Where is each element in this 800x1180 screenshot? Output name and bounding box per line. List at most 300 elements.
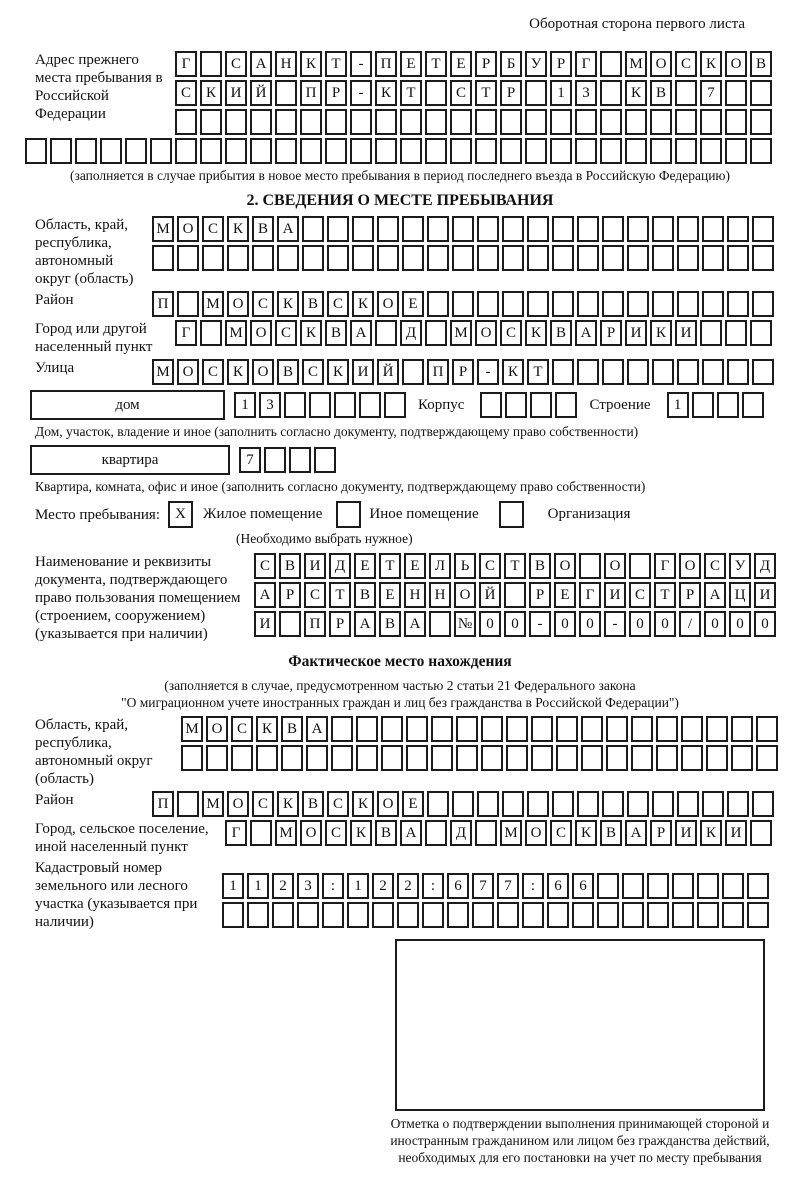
char-cell[interactable]: О xyxy=(604,553,626,579)
char-cell[interactable] xyxy=(750,80,772,106)
char-cell[interactable]: Т xyxy=(475,80,497,106)
char-cell[interactable] xyxy=(250,138,272,164)
char-cell[interactable] xyxy=(629,553,651,579)
char-cell[interactable]: О xyxy=(554,553,576,579)
char-cell[interactable] xyxy=(692,392,714,418)
char-cell[interactable]: А xyxy=(404,611,426,637)
char-cell[interactable]: В xyxy=(529,553,551,579)
char-cell[interactable] xyxy=(480,392,502,418)
char-cell[interactable]: № xyxy=(454,611,476,637)
char-cell[interactable]: О xyxy=(650,51,672,77)
char-cell[interactable] xyxy=(675,80,697,106)
char-cell[interactable]: А xyxy=(277,216,299,242)
char-cell[interactable]: С xyxy=(202,216,224,242)
char-cell[interactable]: Р xyxy=(475,51,497,77)
char-cell[interactable]: К xyxy=(227,359,249,385)
char-cell[interactable] xyxy=(400,109,422,135)
char-cell[interactable]: 6 xyxy=(547,873,569,899)
char-cell[interactable]: Р xyxy=(650,820,672,846)
char-cell[interactable]: К xyxy=(375,80,397,106)
char-cell[interactable]: / xyxy=(679,611,701,637)
char-cell[interactable]: Г xyxy=(579,582,601,608)
char-cell[interactable]: О xyxy=(525,820,547,846)
char-cell[interactable]: К xyxy=(350,820,372,846)
char-cell[interactable] xyxy=(700,320,722,346)
char-cell[interactable]: О xyxy=(252,359,274,385)
char-cell[interactable] xyxy=(650,138,672,164)
char-cell[interactable]: К xyxy=(300,51,322,77)
char-cell[interactable] xyxy=(475,820,497,846)
char-cell[interactable] xyxy=(531,716,553,742)
char-cell[interactable]: 0 xyxy=(554,611,576,637)
char-cell[interactable] xyxy=(400,138,422,164)
char-cell[interactable] xyxy=(425,820,447,846)
char-cell[interactable]: В xyxy=(325,320,347,346)
char-cell[interactable] xyxy=(625,109,647,135)
char-cell[interactable] xyxy=(306,745,328,771)
char-cell[interactable]: - xyxy=(350,80,372,106)
char-cell[interactable]: С xyxy=(252,791,274,817)
char-cell[interactable]: В xyxy=(600,820,622,846)
char-cell[interactable] xyxy=(475,138,497,164)
char-cell[interactable]: К xyxy=(625,80,647,106)
char-cell[interactable]: К xyxy=(227,216,249,242)
char-cell[interactable]: 1 xyxy=(667,392,689,418)
char-cell[interactable]: Й xyxy=(479,582,501,608)
char-cell[interactable]: 1 xyxy=(347,873,369,899)
char-cell[interactable] xyxy=(627,359,649,385)
char-cell[interactable] xyxy=(677,216,699,242)
char-cell[interactable]: - xyxy=(529,611,551,637)
char-cell[interactable]: Т xyxy=(379,553,401,579)
char-cell[interactable] xyxy=(377,245,399,271)
char-cell[interactable] xyxy=(402,216,424,242)
char-cell[interactable] xyxy=(700,138,722,164)
char-cell[interactable]: В xyxy=(302,791,324,817)
char-cell[interactable] xyxy=(525,109,547,135)
char-cell[interactable]: П xyxy=(427,359,449,385)
char-cell[interactable]: Р xyxy=(679,582,701,608)
char-cell[interactable]: 0 xyxy=(754,611,776,637)
char-cell[interactable]: 2 xyxy=(272,873,294,899)
char-cell[interactable] xyxy=(606,745,628,771)
char-cell[interactable] xyxy=(375,109,397,135)
char-cell[interactable] xyxy=(300,138,322,164)
char-cell[interactable]: 6 xyxy=(447,873,469,899)
char-cell[interactable] xyxy=(600,80,622,106)
char-cell[interactable]: : xyxy=(522,873,544,899)
char-cell[interactable]: В xyxy=(650,80,672,106)
char-cell[interactable] xyxy=(577,359,599,385)
char-cell[interactable] xyxy=(381,745,403,771)
char-cell[interactable] xyxy=(252,245,274,271)
char-cell[interactable] xyxy=(550,109,572,135)
char-cell[interactable]: Л xyxy=(429,553,451,579)
char-cell[interactable]: О xyxy=(177,216,199,242)
char-cell[interactable] xyxy=(530,392,552,418)
char-cell[interactable]: 0 xyxy=(629,611,651,637)
char-cell[interactable]: С xyxy=(629,582,651,608)
char-cell[interactable] xyxy=(725,138,747,164)
char-cell[interactable]: С xyxy=(325,820,347,846)
char-cell[interactable]: О xyxy=(227,291,249,317)
char-cell[interactable]: И xyxy=(604,582,626,608)
char-cell[interactable] xyxy=(581,716,603,742)
char-cell[interactable] xyxy=(506,716,528,742)
char-cell[interactable] xyxy=(702,291,724,317)
char-cell[interactable] xyxy=(727,245,749,271)
char-cell[interactable]: П xyxy=(152,791,174,817)
char-cell[interactable] xyxy=(256,745,278,771)
char-cell[interactable] xyxy=(325,109,347,135)
char-cell[interactable]: Г xyxy=(225,820,247,846)
char-cell[interactable] xyxy=(300,109,322,135)
char-cell[interactable]: Е xyxy=(450,51,472,77)
char-cell[interactable] xyxy=(277,245,299,271)
char-cell[interactable]: В xyxy=(375,820,397,846)
char-cell[interactable] xyxy=(525,80,547,106)
char-cell[interactable]: В xyxy=(279,553,301,579)
char-cell[interactable]: О xyxy=(725,51,747,77)
char-cell[interactable]: У xyxy=(525,51,547,77)
char-cell[interactable] xyxy=(377,216,399,242)
char-cell[interactable]: И xyxy=(754,582,776,608)
char-cell[interactable] xyxy=(675,138,697,164)
char-cell[interactable] xyxy=(500,138,522,164)
char-cell[interactable]: С xyxy=(304,582,326,608)
char-cell[interactable]: Р xyxy=(279,582,301,608)
char-cell[interactable] xyxy=(731,716,753,742)
char-cell[interactable] xyxy=(425,320,447,346)
char-cell[interactable]: М xyxy=(225,320,247,346)
char-cell[interactable]: С xyxy=(275,320,297,346)
char-cell[interactable]: К xyxy=(575,820,597,846)
char-cell[interactable] xyxy=(50,138,72,164)
char-cell[interactable]: 7 xyxy=(497,873,519,899)
char-cell[interactable] xyxy=(747,873,769,899)
char-cell[interactable] xyxy=(752,791,774,817)
char-cell[interactable]: Д xyxy=(329,553,351,579)
char-cell[interactable] xyxy=(372,902,394,928)
char-cell[interactable] xyxy=(502,791,524,817)
char-cell[interactable] xyxy=(200,320,222,346)
char-cell[interactable]: Е xyxy=(554,582,576,608)
char-cell[interactable] xyxy=(750,320,772,346)
char-cell[interactable]: М xyxy=(152,216,174,242)
char-cell[interactable]: Г xyxy=(654,553,676,579)
char-cell[interactable]: А xyxy=(306,716,328,742)
char-cell[interactable] xyxy=(350,138,372,164)
char-cell[interactable] xyxy=(550,138,572,164)
char-cell[interactable]: М xyxy=(152,359,174,385)
char-cell[interactable] xyxy=(717,392,739,418)
char-cell[interactable]: И xyxy=(254,611,276,637)
char-cell[interactable] xyxy=(750,820,772,846)
char-cell[interactable] xyxy=(450,138,472,164)
char-cell[interactable] xyxy=(452,216,474,242)
char-cell[interactable] xyxy=(602,291,624,317)
char-cell[interactable]: А xyxy=(350,320,372,346)
char-cell[interactable] xyxy=(356,716,378,742)
char-cell[interactable]: К xyxy=(300,320,322,346)
char-cell[interactable]: В xyxy=(354,582,376,608)
char-cell[interactable]: С xyxy=(500,320,522,346)
char-cell[interactable]: К xyxy=(502,359,524,385)
char-cell[interactable]: С xyxy=(550,820,572,846)
char-cell[interactable]: О xyxy=(227,791,249,817)
char-cell[interactable] xyxy=(577,216,599,242)
char-cell[interactable] xyxy=(752,291,774,317)
char-cell[interactable]: 0 xyxy=(654,611,676,637)
char-cell[interactable]: И xyxy=(225,80,247,106)
char-cell[interactable] xyxy=(575,109,597,135)
char-cell[interactable]: Т xyxy=(504,553,526,579)
char-cell[interactable]: Р xyxy=(600,320,622,346)
char-cell[interactable] xyxy=(706,716,728,742)
char-cell[interactable] xyxy=(652,291,674,317)
char-cell[interactable] xyxy=(600,109,622,135)
char-cell[interactable]: А xyxy=(704,582,726,608)
char-cell[interactable]: Е xyxy=(400,51,422,77)
char-cell[interactable] xyxy=(402,359,424,385)
char-cell[interactable] xyxy=(700,109,722,135)
char-cell[interactable] xyxy=(555,392,577,418)
char-cell[interactable]: О xyxy=(250,320,272,346)
char-cell[interactable] xyxy=(327,245,349,271)
char-cell[interactable] xyxy=(302,216,324,242)
char-cell[interactable]: Р xyxy=(452,359,474,385)
char-cell[interactable]: А xyxy=(250,51,272,77)
char-cell[interactable]: В xyxy=(550,320,572,346)
checkbox-organization[interactable] xyxy=(499,501,524,528)
char-cell[interactable]: Н xyxy=(429,582,451,608)
char-cell[interactable] xyxy=(222,902,244,928)
char-cell[interactable] xyxy=(200,51,222,77)
char-cell[interactable]: П xyxy=(300,80,322,106)
char-cell[interactable] xyxy=(627,791,649,817)
char-cell[interactable] xyxy=(375,138,397,164)
char-cell[interactable] xyxy=(752,245,774,271)
char-cell[interactable]: Й xyxy=(250,80,272,106)
char-cell[interactable]: 7 xyxy=(472,873,494,899)
char-cell[interactable] xyxy=(552,291,574,317)
checkbox-residential[interactable]: X xyxy=(168,501,193,528)
char-cell[interactable] xyxy=(429,611,451,637)
char-cell[interactable]: Е xyxy=(354,553,376,579)
char-cell[interactable] xyxy=(206,745,228,771)
char-cell[interactable]: 3 xyxy=(259,392,281,418)
char-cell[interactable]: 7 xyxy=(700,80,722,106)
char-cell[interactable]: 1 xyxy=(550,80,572,106)
char-cell[interactable] xyxy=(681,716,703,742)
char-cell[interactable] xyxy=(631,745,653,771)
char-cell[interactable] xyxy=(456,745,478,771)
char-cell[interactable]: 2 xyxy=(397,873,419,899)
char-cell[interactable] xyxy=(152,245,174,271)
char-cell[interactable]: К xyxy=(256,716,278,742)
char-cell[interactable]: 7 xyxy=(239,447,261,473)
char-cell[interactable] xyxy=(602,245,624,271)
char-cell[interactable]: Т xyxy=(527,359,549,385)
char-cell[interactable]: 0 xyxy=(479,611,501,637)
char-cell[interactable]: С xyxy=(450,80,472,106)
char-cell[interactable]: Г xyxy=(575,51,597,77)
char-cell[interactable] xyxy=(631,716,653,742)
char-cell[interactable] xyxy=(552,359,574,385)
char-cell[interactable] xyxy=(527,216,549,242)
char-cell[interactable]: С xyxy=(175,80,197,106)
char-cell[interactable]: О xyxy=(679,553,701,579)
char-cell[interactable] xyxy=(477,245,499,271)
char-cell[interactable] xyxy=(697,902,719,928)
char-cell[interactable]: С xyxy=(327,291,349,317)
char-cell[interactable] xyxy=(506,745,528,771)
char-cell[interactable]: К xyxy=(352,791,374,817)
char-cell[interactable]: О xyxy=(377,791,399,817)
char-cell[interactable]: О xyxy=(206,716,228,742)
char-cell[interactable]: С xyxy=(327,791,349,817)
char-cell[interactable] xyxy=(525,138,547,164)
char-cell[interactable] xyxy=(275,80,297,106)
char-cell[interactable]: С xyxy=(704,553,726,579)
char-cell[interactable] xyxy=(450,109,472,135)
char-cell[interactable] xyxy=(272,902,294,928)
char-cell[interactable] xyxy=(622,902,644,928)
char-cell[interactable] xyxy=(597,902,619,928)
char-cell[interactable] xyxy=(200,138,222,164)
char-cell[interactable]: Н xyxy=(404,582,426,608)
char-cell[interactable] xyxy=(327,216,349,242)
char-cell[interactable] xyxy=(677,245,699,271)
char-cell[interactable] xyxy=(475,109,497,135)
char-cell[interactable] xyxy=(322,902,344,928)
char-cell[interactable] xyxy=(427,791,449,817)
char-cell[interactable] xyxy=(627,216,649,242)
char-cell[interactable] xyxy=(722,902,744,928)
char-cell[interactable]: Т xyxy=(329,582,351,608)
char-cell[interactable]: А xyxy=(575,320,597,346)
char-cell[interactable]: К xyxy=(200,80,222,106)
char-cell[interactable] xyxy=(556,716,578,742)
char-cell[interactable]: И xyxy=(725,820,747,846)
char-cell[interactable] xyxy=(331,716,353,742)
char-cell[interactable]: М xyxy=(202,791,224,817)
char-cell[interactable] xyxy=(572,902,594,928)
char-cell[interactable] xyxy=(177,245,199,271)
char-cell[interactable]: 0 xyxy=(504,611,526,637)
char-cell[interactable] xyxy=(727,791,749,817)
char-cell[interactable] xyxy=(731,745,753,771)
char-cell[interactable] xyxy=(552,216,574,242)
char-cell[interactable] xyxy=(652,245,674,271)
char-cell[interactable]: 6 xyxy=(572,873,594,899)
char-cell[interactable] xyxy=(727,291,749,317)
char-cell[interactable] xyxy=(477,791,499,817)
char-cell[interactable] xyxy=(181,745,203,771)
char-cell[interactable] xyxy=(275,109,297,135)
char-cell[interactable]: К xyxy=(352,291,374,317)
char-cell[interactable] xyxy=(552,791,574,817)
char-cell[interactable] xyxy=(672,873,694,899)
char-cell[interactable] xyxy=(600,51,622,77)
char-cell[interactable]: - xyxy=(477,359,499,385)
char-cell[interactable]: О xyxy=(454,582,476,608)
char-cell[interactable] xyxy=(627,291,649,317)
char-cell[interactable]: М xyxy=(450,320,472,346)
char-cell[interactable]: Т xyxy=(325,51,347,77)
char-cell[interactable]: Т xyxy=(425,51,447,77)
char-cell[interactable] xyxy=(725,320,747,346)
char-cell[interactable]: Р xyxy=(500,80,522,106)
char-cell[interactable]: В xyxy=(277,359,299,385)
char-cell[interactable] xyxy=(575,138,597,164)
char-cell[interactable]: Н xyxy=(275,51,297,77)
char-cell[interactable] xyxy=(397,902,419,928)
char-cell[interactable] xyxy=(381,716,403,742)
char-cell[interactable] xyxy=(427,216,449,242)
char-cell[interactable] xyxy=(652,216,674,242)
char-cell[interactable]: И xyxy=(625,320,647,346)
char-cell[interactable]: В xyxy=(252,216,274,242)
char-cell[interactable]: Е xyxy=(404,553,426,579)
char-cell[interactable] xyxy=(425,109,447,135)
char-cell[interactable] xyxy=(175,109,197,135)
char-cell[interactable] xyxy=(302,245,324,271)
char-cell[interactable] xyxy=(347,902,369,928)
char-cell[interactable]: К xyxy=(650,320,672,346)
char-cell[interactable] xyxy=(606,716,628,742)
char-cell[interactable]: М xyxy=(500,820,522,846)
char-cell[interactable]: А xyxy=(400,820,422,846)
char-cell[interactable]: К xyxy=(700,820,722,846)
char-cell[interactable] xyxy=(472,902,494,928)
char-cell[interactable] xyxy=(100,138,122,164)
char-cell[interactable]: 2 xyxy=(372,873,394,899)
char-cell[interactable] xyxy=(652,791,674,817)
char-cell[interactable] xyxy=(502,291,524,317)
char-cell[interactable]: Е xyxy=(402,291,424,317)
char-cell[interactable] xyxy=(406,716,428,742)
char-cell[interactable] xyxy=(75,138,97,164)
char-cell[interactable] xyxy=(447,902,469,928)
char-cell[interactable]: М xyxy=(181,716,203,742)
char-cell[interactable]: С xyxy=(231,716,253,742)
char-cell[interactable] xyxy=(352,245,374,271)
char-cell[interactable] xyxy=(225,138,247,164)
char-cell[interactable] xyxy=(556,745,578,771)
char-cell[interactable]: О xyxy=(377,291,399,317)
house-type-box[interactable]: дом xyxy=(30,390,225,420)
char-cell[interactable]: С xyxy=(302,359,324,385)
char-cell[interactable] xyxy=(752,216,774,242)
char-cell[interactable] xyxy=(727,359,749,385)
char-cell[interactable]: Д xyxy=(754,553,776,579)
char-cell[interactable]: А xyxy=(625,820,647,846)
char-cell[interactable] xyxy=(702,359,724,385)
char-cell[interactable]: Ь xyxy=(454,553,476,579)
char-cell[interactable] xyxy=(504,582,526,608)
char-cell[interactable]: Б xyxy=(500,51,522,77)
char-cell[interactable] xyxy=(150,138,172,164)
char-cell[interactable]: И xyxy=(675,320,697,346)
checkbox-other-premises[interactable] xyxy=(336,501,361,528)
char-cell[interactable]: М xyxy=(202,291,224,317)
char-cell[interactable] xyxy=(581,745,603,771)
char-cell[interactable] xyxy=(431,745,453,771)
char-cell[interactable] xyxy=(756,716,778,742)
char-cell[interactable] xyxy=(577,245,599,271)
char-cell[interactable]: Г xyxy=(175,320,197,346)
